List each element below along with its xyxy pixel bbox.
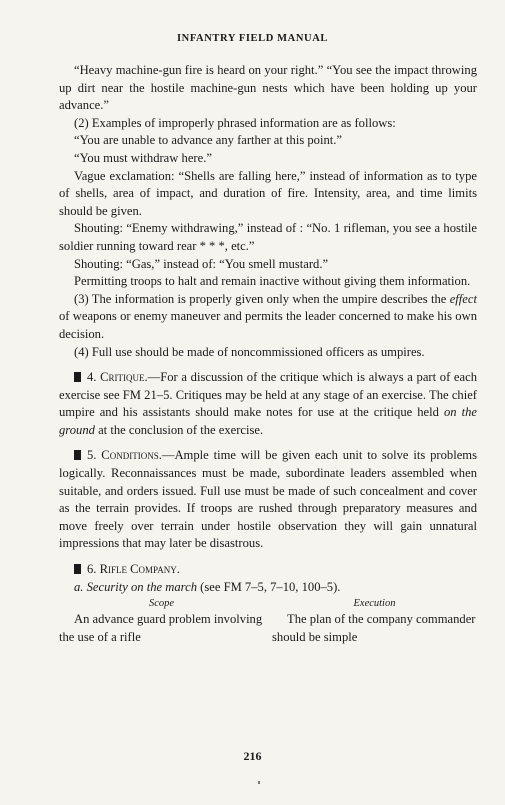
paragraph: Shouting: “Gas,” instead of: “You smell mustard.” (74, 256, 329, 271)
execution-column (272, 597, 477, 646)
column-text: The plan of the company commander should be simple (272, 612, 476, 644)
section-bullet-icon (74, 564, 81, 574)
column-heading: Scope (148, 598, 175, 610)
paragraph: Permitting troops to halt and remain inactive without giving them information. (74, 274, 471, 289)
section-rifle-company (59, 561, 477, 579)
paragraph: (2) Examples of improperly phrased information are as follows: (74, 115, 396, 130)
text-run: of weapons or enemy maneuver and permits the leader concerned to make his own decision. (59, 309, 477, 341)
paragraph: “Heavy machine-gun fire is heard on your right.” “You see the impact throwing up dirt near the hostile machine-gun nests which have been holding up your advance.” (59, 63, 477, 113)
paragraph: Shouting: “Enemy withdrawing,” instead of : “No. 1 rifleman, you see a hostile soldier running toward rear * * *, etc.” (59, 221, 477, 253)
section-heading: 5. Conditions. (87, 448, 162, 463)
quote-line: “You are unable to advance any farther at this point.” (74, 133, 342, 148)
section-bullet-icon (74, 372, 81, 382)
page-body (59, 62, 477, 646)
paragraph: (4) Full use should be made of noncommissioned officers as umpires. (74, 344, 425, 359)
section-heading: 6. Rifle Company. (87, 562, 180, 577)
text-run: at the conclusion of the exercise. (98, 422, 264, 437)
italic-text: a. Security on the march (74, 579, 197, 594)
column-heading: Execution (353, 598, 396, 610)
italic-text: on the ground (59, 405, 477, 437)
text-run: —Ample time will be given each unit to solve its problems logically. Reconnaissances must be made, subordinate leaders assembled when suitable, and orders issued. Full use must be made of such concealment and cover as the terrain provides. If troops are rushed through preparatory measures and move freely over terrain under hostile observation they will gain unnatural impressions that may later be disastrous. (59, 448, 477, 551)
section-conditions (59, 447, 477, 553)
running-header: INFANTRY FIELD MANUAL (176, 33, 329, 44)
column-text: An advance guard problem involving the use of a rifle (59, 612, 263, 644)
text-run: (see FM 7–5, 7–10, 100–5). (200, 579, 341, 594)
section-critique (59, 369, 477, 439)
text-run: (3) The information is properly given only when the umpire describes the (74, 291, 447, 306)
section-heading: 4. Critique. (87, 370, 148, 385)
print-mark (258, 781, 260, 784)
section-bullet-icon (74, 450, 81, 460)
page-number: 216 (243, 749, 262, 763)
paragraph: Vague exclamation: “Shells are falling here,” instead of information as to type of shells, area of impact, and duration of fire. Intensity, area, and time limits should be given. (59, 168, 477, 218)
quote-line: “You must withdraw here.” (74, 150, 212, 165)
subsection-heading (59, 579, 477, 597)
paragraph (59, 291, 477, 344)
text-run: —For a discussion of the critique which is always a part of each exercise see FM 21–5. Critiques may be held at any stage of an exercise. The chief umpire and his assistants should make notes for use at the critique held (59, 370, 477, 420)
italic-text: effect (449, 291, 477, 306)
two-column-table (59, 597, 477, 646)
scope-column (59, 597, 264, 646)
